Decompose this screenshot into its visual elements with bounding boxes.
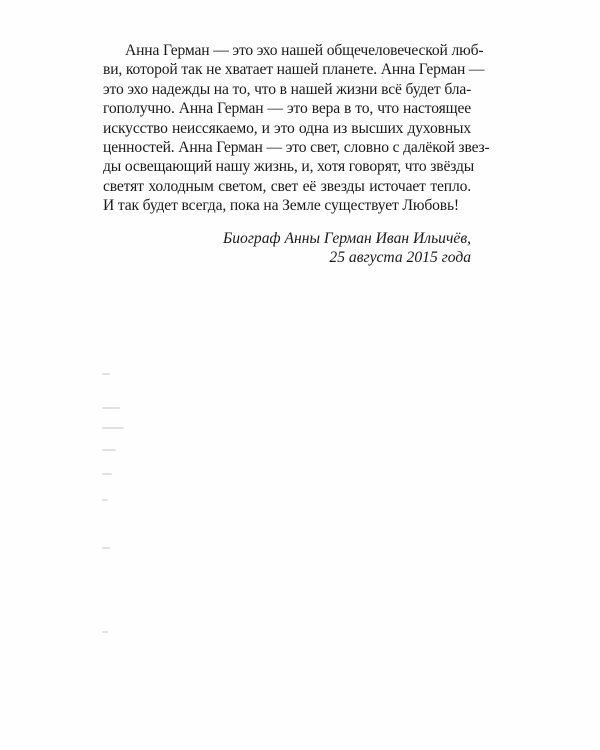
bleed-mark	[102, 631, 108, 633]
main-text-block	[103, 41, 490, 267]
bleed-mark	[102, 407, 120, 409]
paragraph-line: гополучно. Анна Герман — это вера в то, что настоящее	[103, 100, 471, 118]
paragraph-line: Анна Герман — это эхо нашей общечеловеческой люб-	[125, 42, 484, 59]
paragraph-line: ды освещающий нашу жизнь, и, хотя говорят, что звёзды	[103, 158, 475, 176]
paragraph-line: искусство неиссякаемо, и это одна из высших духовных	[103, 119, 471, 137]
signature-date: 25 августа 2015 года	[329, 249, 471, 267]
bleed-mark	[102, 427, 124, 429]
tribute-paragraph	[103, 41, 490, 216]
bleed-mark	[102, 473, 112, 475]
paragraph-line: светят холодным светом, свет её звезды источает тепло.	[103, 177, 471, 195]
paragraph-line: И так будет всегда, пока на Земле существует Любовь!	[103, 197, 459, 215]
bleed-mark	[102, 449, 116, 451]
bleed-mark	[102, 547, 110, 549]
paragraph-line: ви, которой так не хватает нашей планете. Анна Герман —	[103, 61, 485, 79]
paragraph-line: это эхо надежды на то, что в нашей жизни всё будет бла-	[103, 80, 472, 98]
bleed-mark	[102, 373, 110, 375]
faint-bleed-through-marks	[100, 365, 130, 645]
paragraph-line: ценностей. Анна Герман — это свет, словно с далёкой звез-	[103, 139, 490, 157]
signature-block	[103, 229, 471, 268]
bleed-mark	[102, 499, 108, 501]
signature-author: Биограф Анны Герман Иван Ильичёв,	[223, 229, 471, 247]
